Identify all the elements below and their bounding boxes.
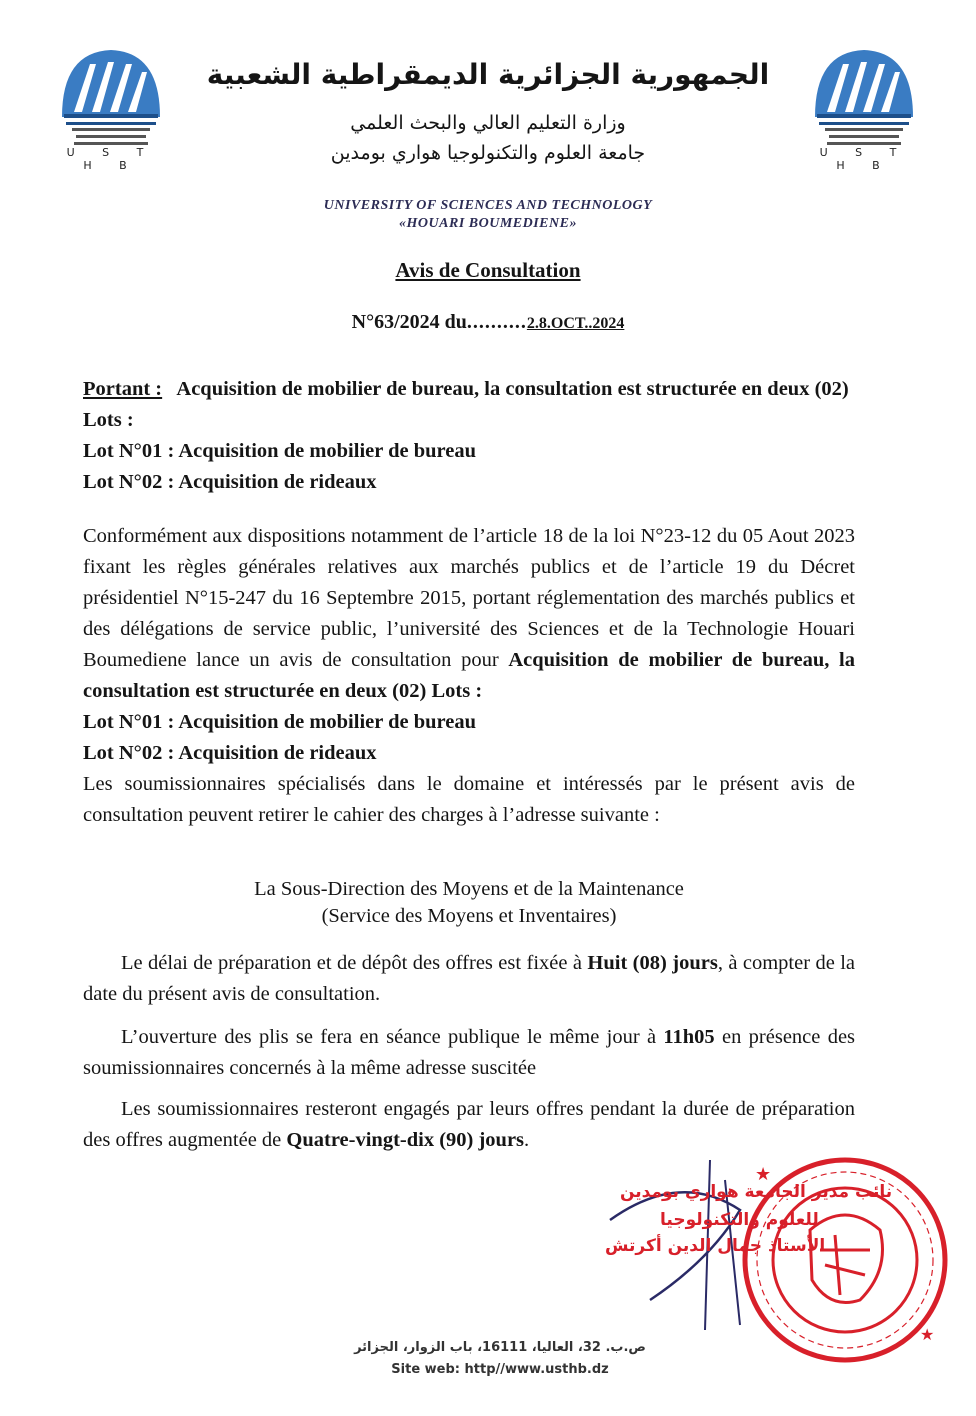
subject-block (83, 374, 855, 498)
intro-object: Acquisition de mobilier de bureau, la consultation est structurée en deux (02) Lots : (83, 649, 856, 702)
intro-sentence: Conformément aux dispositions notamment de l’article 18 de la loi N°23-12 du 05 Aout 2023 fixant les règles générales relatives aux marchés publics et de l’article 19 du Décret présidentiel N°15-247 du 16 Septembre 2015, portant réglementation des marchés publics et des délégations de service public, l’université des Sciences et de la Technologie Houari Boumediene lance un avis de consultation (83, 525, 855, 671)
footer-address: ص.ب. 32، العاليا، 16111، باب الزوار، الجزائر (354, 1340, 646, 1355)
main-paragraph (83, 521, 855, 831)
subject-text: Acquisition de mobilier de bureau, la consultation est structurée en deux (02) Lots : (83, 378, 849, 431)
delay-duration: Huit (08) jours (587, 952, 718, 974)
university-title-ar: جامعة العلوم والتكنولوجيا هواري بومدين (330, 142, 646, 164)
opening-paragraph (83, 1022, 855, 1084)
validity-paragraph (83, 1094, 855, 1156)
retrieval-text: Les soumissionnaires spécialisés dans le domaine et intéressés par le présent avis de consultation peuvent retirer le cahier des charges à l’adresse suivante : (83, 773, 855, 826)
footer-website: Site web: http//www.usthb.dz (391, 1362, 609, 1377)
subject-lot-2: Lot N°02 : Acquisition de rideaux (83, 471, 377, 493)
svg-text:★: ★ (755, 1164, 772, 1184)
validity-duration: Quatre-vingt-dix (90) jours (286, 1129, 525, 1151)
address-block (83, 874, 855, 932)
university-title-en: UNIVERSITY OF SCIENCES AND TECHNOLOGY (323, 198, 653, 213)
validity-text-end: . (524, 1129, 530, 1151)
notice-date: 2.8.OCT..2024 (526, 315, 625, 332)
document-title: Avis de Consultation (395, 258, 581, 282)
university-subtitle-en: «HOUARI BOUMEDIENE» (399, 216, 577, 231)
notice-dots: .......... (466, 311, 527, 333)
body-lot-1: Lot N°01 : Acquisition de mobilier de bureau (83, 711, 476, 733)
intro-pour: pour (461, 649, 499, 671)
body-lot-2: Lot N°02 : Acquisition de rideaux (83, 742, 377, 764)
address-line-1: La Sous-Direction des Moyens et de la Maintenance (254, 878, 684, 900)
notice-number-label: N°63/2024 du (351, 311, 467, 333)
delay-paragraph (83, 948, 855, 1010)
subject-label: Portant : (83, 378, 163, 400)
logo-caption: U S T H B (819, 146, 909, 172)
validity-text: Les soumissionnaires resteront engagés par leurs offres pendant la durée de préparation des offres augmentée de (83, 1098, 855, 1151)
signature-stamp-area (590, 1150, 950, 1370)
delay-text-end: , à compter de la date du présent avis de consultation. (83, 952, 855, 1005)
ministry-title: وزارة التعليم العالي والبحث العلمي (350, 112, 626, 134)
republic-title: الجمهورية الجزائرية الديمقراطية الشعبية (206, 58, 770, 91)
notice-number (0, 311, 976, 334)
signature-line-2: للعلوم والتكنولوجيا (660, 1210, 819, 1230)
opening-text: L’ouverture des plis se fera en séance publique le même jour à (121, 1026, 657, 1048)
svg-text:★: ★ (920, 1327, 935, 1344)
opening-time: 11h05 (663, 1026, 715, 1048)
delay-text: Le délai de préparation et de dépôt des offres est fixée à (121, 952, 582, 974)
logo-caption: U S T H B (66, 146, 156, 172)
opening-text-end: en présence des soumissionnaires concernés à la même adresse suscitée (83, 1026, 856, 1079)
address-line-2: (Service des Moyens et Inventaires) (321, 905, 617, 927)
subject-lot-1: Lot N°01 : Acquisition de mobilier de bureau (83, 440, 476, 462)
signature-line-3: الأستاذ جمال الدين أكرتش (605, 1236, 826, 1256)
intro-text (83, 521, 855, 707)
signature-line-1: نائب مدير الجامعة هواري بومدين (620, 1182, 893, 1202)
